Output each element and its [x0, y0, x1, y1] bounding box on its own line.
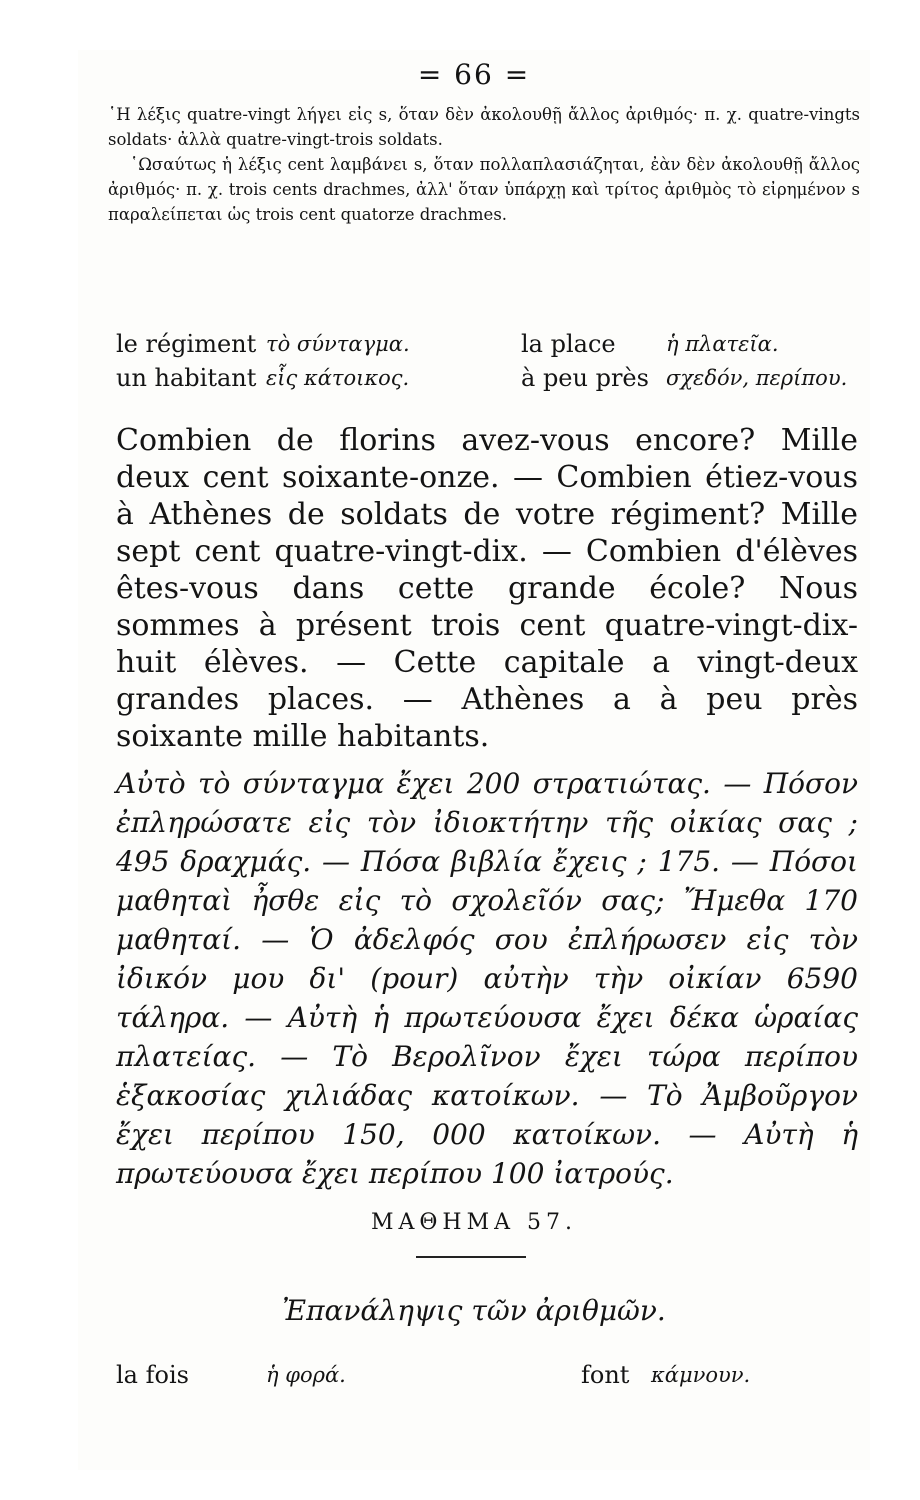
book-page [78, 50, 870, 1470]
section-divider [416, 1256, 526, 1258]
grammar-note [108, 102, 860, 227]
vocab-greek: εἷς κάτοικος. [266, 366, 410, 390]
greek-exercise [116, 764, 858, 1193]
vocab-greek: τὸ σύνταγμα. [266, 332, 410, 356]
greek-exercise-text: Αὐτὸ τὸ σύνταγμα ἔχει 200 στρατιώτας. — Πόσον ἐπληρώσατε εἰς τὸν ἰδιοκτήτην τῆς οἰκίας σας ; 495 δραχμάς. — Πόσα βιβλία ἔχεις ; 175. — Πόσοι μαθηταὶ ἦσθε εἰς τὸ σχολεῖόν σας; Ἤμεθα 170 μαθηταί. — Ὁ ἀδελφός σου ἐπλήρωσεν εἰς τὸν ἰδικόν μου δι' (pour) αὐτὴν τὴν οἰκίαν 6590 τάληρα. — Αὐτὴ ἡ πρωτεύουσα ἔχει δέκα ὡραίας πλατείας. — Τὸ Βερολῖνον ἔχει τώρα περίπου ἑξακοσίας χιλιάδας κατοίκων. — Τὸ Ἀμβοῦργον ἔχει περίπου 150, 000 κατοίκων. — Αὐτὴ ἡ πρωτεύουσα ἔχει περίπου 100 ἰατρούς. [116, 767, 858, 1190]
vocab-greek: σχεδόν, περίπου. [666, 366, 848, 390]
vocabulary-list [116, 327, 856, 395]
vocabulary-list-2 [116, 1358, 856, 1392]
vocab-row [116, 361, 856, 395]
vocab-greek: ἡ πλατεῖα. [666, 332, 779, 356]
grammar-note-quatre-vingt: ῾Η λέξις quatre-vingt λήγει εἰς s, ὅταν δὲν ἀκολουθῇ ἄλλος ἀριθμός· π. χ. quatre-vingts soldats· ἀλλὰ quatre-vingt-trois soldats. [108, 105, 860, 149]
page-number: = 66 = [417, 58, 531, 91]
vocab-french: le régiment [116, 330, 257, 358]
vocab-french: à peu près [521, 364, 649, 392]
vocab-row [116, 1358, 856, 1392]
vocab-greek: ἡ φορά. [266, 1363, 346, 1387]
grammar-note-cent: ῾Ωσαύτως ἡ λέξις cent λαμβάνει s, ὅταν πολλαπλασιάζηται, ἐὰν δὲν ἀκολουθῇ ἄλλος ἀριθμός· π. χ. trois cents drachmes, ἀλλ' ὅταν ὑπάρχῃ καὶ τρίτος ἀριθμὸς τὸ εἰρημένον s παραλείπεται ὡς trois cent quatorze drachmes. [108, 155, 860, 224]
lesson-heading: ΜΑΘΗΜΑ 57. [370, 1210, 578, 1235]
french-exercise [116, 422, 858, 755]
vocab-french: la place [521, 330, 616, 358]
vocab-french: un habitant [116, 364, 257, 392]
vocab-row [116, 327, 856, 361]
french-exercise-text: Combien de florins avez-vous encore? Mille deux cent soixante-onze. — Combien étiez-vous à Athènes de soldats de votre régiment? Mille sept cent quatre-vingt-dix. — Combien d'élèves êtes-vous dans cette grande école? Nous sommes à présent trois cent quatre-vingt-dix-huit élèves. — Cette capitale a vingt-deux grandes places. — Athènes a à peu près soixante mille habitants. [116, 423, 858, 754]
vocab-french: la fois [116, 1361, 189, 1389]
section-subtitle: Ἐπανάληψις τῶν ἀριθμῶν. [282, 1294, 666, 1327]
vocab-french: font [581, 1361, 630, 1389]
vocab-greek: κάμνουν. [651, 1363, 751, 1387]
